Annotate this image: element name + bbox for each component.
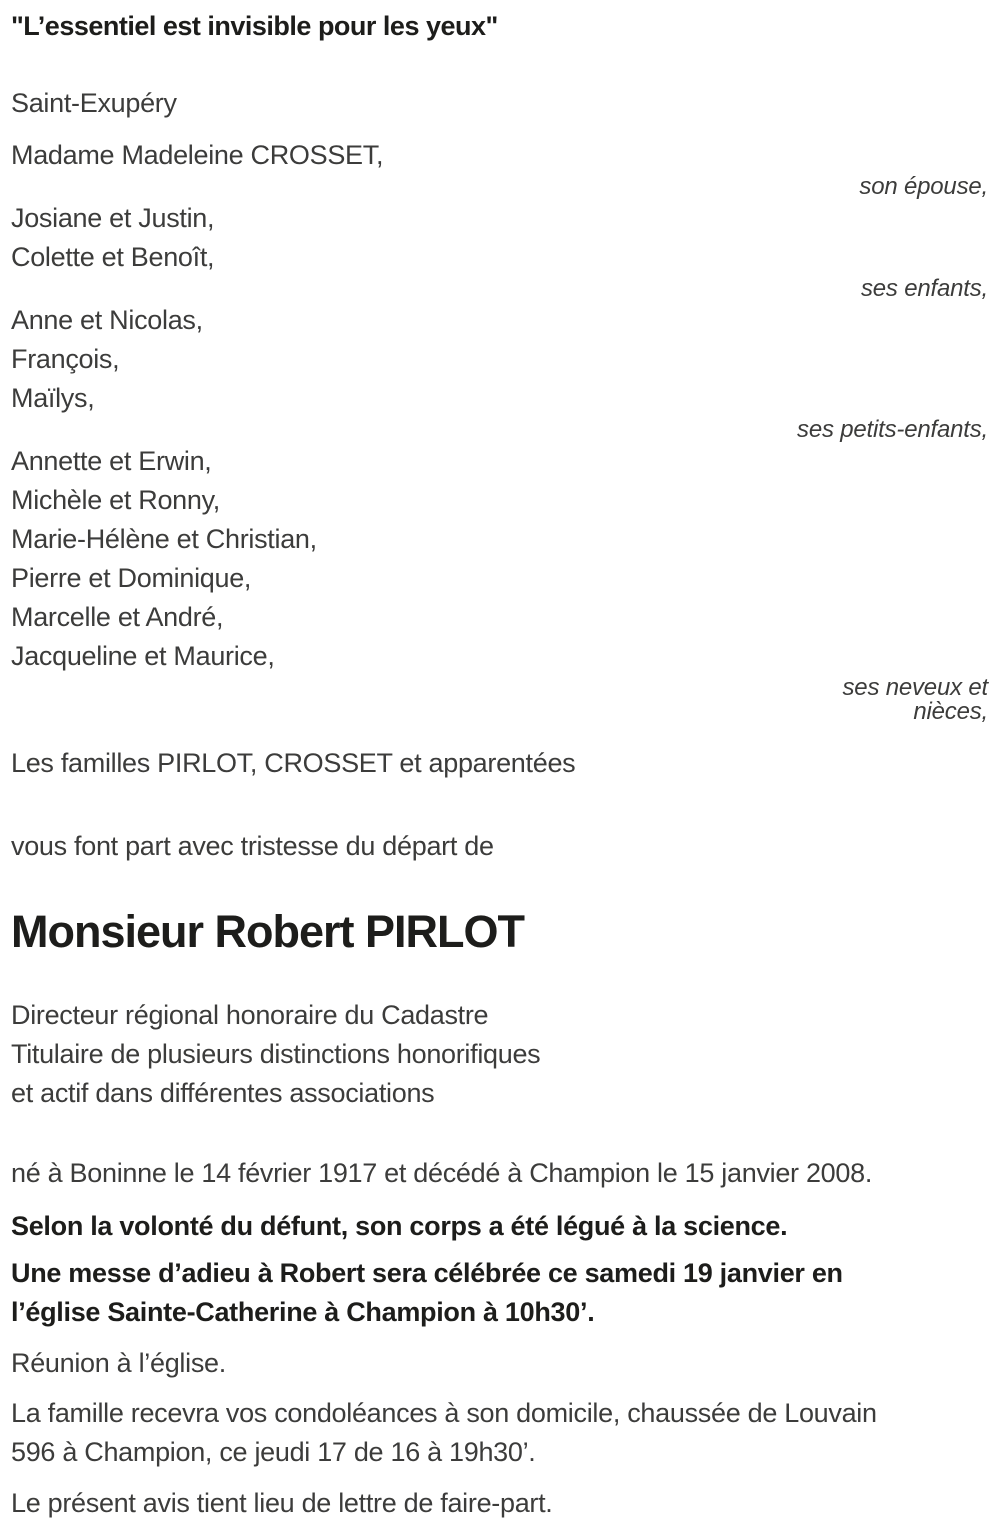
mourner-name-line: Pierre et Dominique, [11,563,252,593]
mourner-name-line: Maïlys, [11,383,95,413]
mourner-name-line: Colette et Benoît, [11,242,215,272]
mourner-name-line: François, [11,344,120,374]
mourner-name-line: Madame Madeleine CROSSET, [11,140,384,170]
mourner-name-line: Jacqueline et Maurice, [11,641,275,671]
birth-death-line: né à Boninne le 14 février 1917 et décédé à Champion le 15 janvier 2008. [11,1158,873,1188]
meeting-notice: Réunion à l’église. [11,1348,226,1378]
mourner-name-line: Josiane et Justin, [11,203,215,233]
mourner-name-line: Marcelle et André, [11,602,224,632]
mass-notice-line1: Une messe d’adieu à Robert sera célébrée ce samedi 19 janvier en [11,1258,843,1288]
mourner-name-line: Michèle et Ronny, [11,485,221,515]
relation-label-spouse: son épouse, [859,173,988,200]
deceased-title-line: Directeur régional honoraire du Cadastre [11,1000,489,1030]
relation-label-grandchildren: ses petits-enfants, [797,416,988,443]
quote: "L’essentiel est invisible pour les yeux" [11,11,498,41]
condolences-line2: 596 à Champion, ce jeudi 17 de 16 à 19h30’. [11,1437,536,1467]
announcement-line: vous font part avec tristesse du départ de [11,831,494,861]
deceased-title-line: Titulaire de plusieurs distinctions honorifiques [11,1039,541,1069]
condolences-line1: La famille recevra vos condoléances à son domicile, chaussée de Louvain [11,1398,877,1428]
mourner-name-line: Anne et Nicolas, [11,305,203,335]
relation-label-nephews-line1: ses neveux et [842,674,988,701]
science-notice: Selon la volonté du défunt, son corps a été légué à la science. [11,1211,788,1241]
relation-label-nephews-line2: nièces, [913,698,988,725]
deceased-name-heading: Monsieur Robert PIRLOT [11,906,525,957]
mass-notice-line2: l’église Sainte-Catherine à Champion à 10h30’. [11,1297,595,1327]
mourner-name-line: Annette et Erwin, [11,446,212,476]
relation-label-children: ses enfants, [860,275,988,302]
mourner-name-line: Marie-Hélène et Christian, [11,524,317,554]
quote-author: Saint-Exupéry [11,88,177,118]
letter-notice: Le présent avis tient lieu de lettre de faire-part. [11,1488,553,1518]
deceased-title-line: et actif dans différentes associations [11,1078,435,1108]
families-line: Les familles PIRLOT, CROSSET et apparentées [11,748,576,778]
